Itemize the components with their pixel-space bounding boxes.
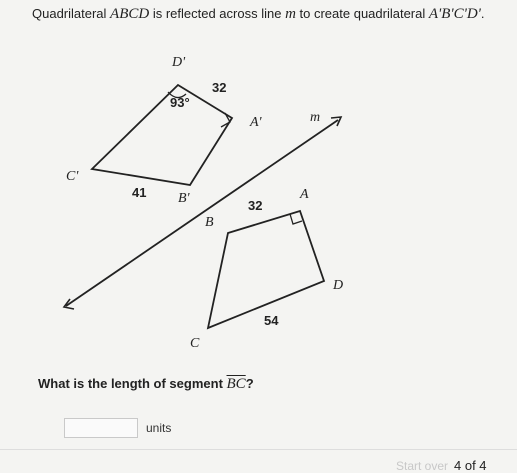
question-text — [38, 376, 254, 393]
prompt-line-name: m — [285, 6, 296, 22]
question-segment: $\overline{BC}$ — [226, 376, 246, 392]
question-lead: What is the length of segment — [38, 376, 227, 391]
measure-angle: 93° — [170, 95, 190, 110]
prompt-text-middle: is reflected across line — [149, 6, 286, 21]
label-c: C — [190, 336, 200, 351]
right-angle-mark-a — [290, 214, 302, 224]
label-a: A — [300, 187, 309, 202]
units-label: units — [146, 421, 172, 435]
page-indicator: 4 of 4 — [454, 458, 487, 473]
quadrilateral-image — [92, 85, 232, 185]
prompt-image-shape: A'B'C'D' — [428, 6, 481, 22]
label-a-prime: A' — [250, 115, 262, 130]
prompt-text-before: Quadrilateral — [32, 6, 111, 21]
label-d-prime: D' — [172, 55, 186, 70]
prompt-text-after: to create quadrilateral — [295, 6, 429, 21]
measure-ab-side: 32 — [248, 198, 263, 213]
label-line-m: m — [310, 110, 321, 125]
label-d: D — [333, 278, 344, 293]
start-over-button[interactable]: Start over — [396, 459, 449, 473]
line-m — [66, 120, 338, 306]
measure-right-side: 54 — [264, 313, 279, 328]
label-c-prime: C' — [66, 169, 79, 184]
prompt-original-shape: ABCD — [110, 6, 150, 22]
label-b-prime: B' — [178, 191, 190, 206]
footer-divider — [0, 449, 517, 450]
label-b: B — [205, 215, 214, 230]
answer-input[interactable] — [64, 418, 138, 438]
measure-top-side: 32 — [212, 80, 227, 95]
question-end: ? — [245, 376, 254, 391]
measure-left-side: 41 — [132, 185, 147, 200]
quadrilateral-original — [208, 211, 324, 328]
answer-row — [64, 418, 171, 438]
prompt-end: . — [480, 6, 485, 21]
